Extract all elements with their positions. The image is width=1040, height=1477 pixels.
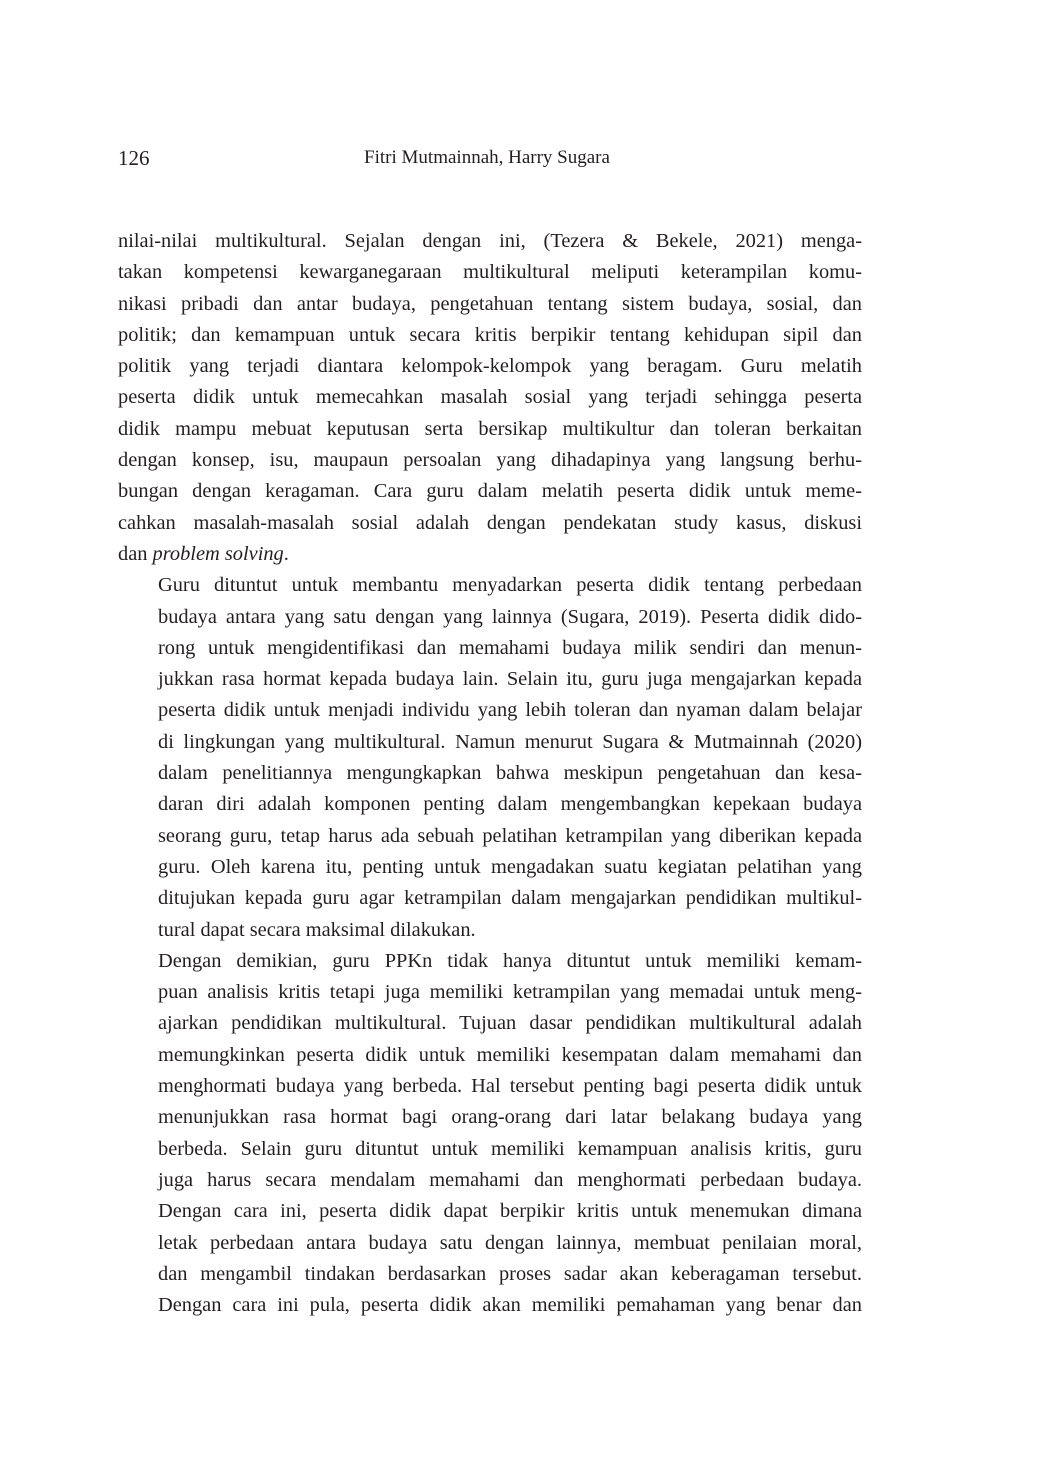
paragraph-2 — [118, 570, 862, 946]
paragraph-3 — [118, 946, 862, 1322]
text-line: takan kompetensi kewarganegaraan multikultural meliputi keterampilan komu- — [118, 261, 862, 284]
text-line: Dengan demikian, guru PPKn tidak hanya dituntut untuk memiliki kemam- — [158, 949, 862, 972]
text-fragment: dan — [118, 542, 153, 565]
text-line: didik mampu mebuat keputusan serta bersikap multikultur dan toleran berkaitan — [118, 417, 862, 440]
text-line: Dengan cara ini pula, peserta didik akan memiliki pemahaman yang benar dan — [158, 1294, 863, 1317]
text-line: bungan dengan keragaman. Cara guru dalam melatih peserta didik untuk meme- — [118, 480, 862, 503]
text-line: jukkan rasa hormat kepada budaya lain. Selain itu, guru juga mengajarkan kepada — [158, 668, 862, 691]
text-line: berbeda. Selain guru dituntut untuk memiliki kemampuan analisis kritis, guru — [158, 1137, 862, 1160]
text-line: dan mengambil tindakan berdasarkan proses sadar akan keberagaman tersebut. — [158, 1262, 862, 1285]
text-line: nikasi pribadi dan antar budaya, pengetahuan tentang sistem budaya, sosial, dan — [118, 292, 862, 315]
text-line: menunjukkan rasa hormat bagi orang-orang dari latar belakang budaya yang — [158, 1106, 862, 1129]
text-fragment: . — [283, 542, 289, 565]
text-line: ajarkan pendidikan multikultural. Tujuan dasar pendidikan multikultural adalah — [158, 1012, 862, 1035]
text-line: politik; dan kemampuan untuk secara kritis berpikir tentang kehidupan sipil dan — [118, 323, 863, 346]
text-line: seorang guru, tetap harus ada sebuah pelatihan ketrampilan yang diberikan kepada — [158, 824, 862, 847]
text-line: Dengan cara ini, peserta didik dapat berpikir kritis untuk menemukan dimana — [158, 1200, 863, 1223]
text-line: peserta didik untuk memecahkan masalah sosial yang terjadi sehingga peserta — [118, 386, 862, 409]
text-line: memungkinkan peserta didik untuk memiliki kesempatan dalam memahami dan — [158, 1043, 862, 1066]
paragraph-1 — [118, 226, 862, 570]
text-line: dengan konsep, isu, maupaun persoalan yang dihadapinya yang langsung berhu- — [118, 449, 862, 472]
italic-term: problem solving — [152, 542, 284, 565]
text-line: guru. Oleh karena itu, penting untuk mengadakan suatu kegiatan pelatihan yang — [158, 855, 862, 878]
text-line: ditujukan kepada guru agar ketrampilan dalam mengajarkan pendidikan multikul- — [158, 887, 862, 910]
text-line — [118, 539, 862, 570]
text-line: menghormati budaya yang berbeda. Hal tersebut penting bagi peserta didik untuk — [158, 1075, 862, 1098]
text-line: dalam penelitiannya mengungkapkan bahwa meskipun pengetahuan dan kesa- — [158, 762, 863, 785]
body-text — [118, 226, 862, 1321]
text-line: juga harus secara mendalam memahami dan menghormati perbedaan budaya. — [158, 1168, 862, 1191]
text-line: cahkan masalah-masalah sosial adalah dengan pendekatan study kasus, diskusi — [118, 511, 862, 534]
running-header: Fitri Mutmainnah, Harry Sugara — [364, 147, 610, 168]
text-line: budaya antara yang satu dengan yang lainnya (Sugara, 2019). Peserta didik dido- — [158, 605, 863, 628]
text-line: Guru dituntut untuk membantu menyadarkan peserta didik tentang perbedaan — [158, 574, 863, 597]
text-line: politik yang terjadi diantara kelompok-kelompok yang beragam. Guru melatih — [118, 355, 862, 378]
text-line: rong untuk mengidentifikasi dan memahami budaya milik sendiri dan menun- — [158, 636, 862, 659]
text-line: peserta didik untuk menjadi individu yang lebih toleran dan nyaman dalam belajar — [158, 699, 863, 722]
text-line: puan analisis kritis tetapi juga memiliki ketrampilan yang memadai untuk meng- — [158, 981, 862, 1004]
text-line: daran diri adalah komponen penting dalam mengembangkan kepekaan budaya — [158, 793, 862, 816]
text-line: letak perbedaan antara budaya satu dengan lainnya, membuat penilaian moral, — [158, 1231, 862, 1254]
text-line: di lingkungan yang multikultural. Namun menurut Sugara & Mutmainnah (2020) — [158, 730, 862, 753]
text-line: nilai-nilai multikultural. Sejalan dengan ini, (Tezera & Bekele, 2021) menga- — [118, 230, 863, 252]
text-line: tural dapat secara maksimal dilakukan. — [158, 918, 476, 941]
page-number: 126 — [118, 146, 150, 170]
